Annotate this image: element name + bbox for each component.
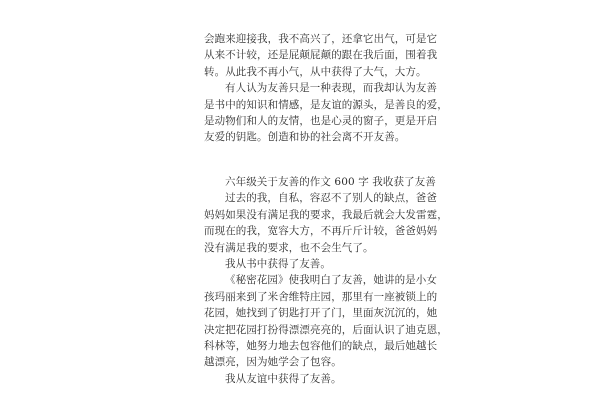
text-line: 六年级关于友善的作文 600 字 我收获了友善	[225, 176, 436, 188]
text-line: 决定把花园打扮得漂漂亮亮的，后面认识了迪克恩，	[204, 323, 448, 336]
text-line: 我从友谊中获得了友善。	[225, 372, 342, 385]
text-line: 从来不计较，还是屁颠屁颠的跟在我后面，围着我	[204, 49, 438, 62]
text-line: 孩玛丽来到了米舍维特庄园，那里有一座被锁上的	[204, 290, 438, 303]
text-line: 过去的我，自私，容忍不了别人的缺点，爸爸	[225, 192, 437, 205]
paragraph-friendliness-meaning	[204, 80, 448, 146]
paragraph-from-friendship	[204, 371, 400, 387]
text-line: 《秘密花园》使我明白了友善，她讲的是小女	[225, 274, 437, 287]
paragraph-past-self	[204, 190, 448, 256]
essay-title	[204, 174, 436, 190]
paragraph-from-books	[204, 256, 400, 272]
text-line: 是书中的知识和情感，是友谊的源头，是善良的爱，	[204, 98, 448, 111]
text-line: 而现在的我，宽容大方，不再斤斤计较，爸爸妈妈	[204, 225, 438, 238]
paragraph-secret-garden	[204, 272, 448, 370]
text-line: 妈妈如果没有满足我的要求，我最后就会大发雷霆，	[204, 208, 448, 221]
text-line: 没有满足我的要求，也不会生气了。	[204, 241, 374, 254]
text-line: 会跑来迎接我，我不高兴了，还拿它出气，可是它	[204, 33, 438, 45]
text-block-2	[204, 174, 448, 387]
paragraph-dog-story	[204, 31, 438, 80]
text-line: 越漂亮，因为她学会了包容。	[204, 356, 342, 369]
text-line: 我从书中获得了友善。	[225, 257, 331, 270]
text-line: 友爱的钥匙。创造和协的社会离不开友善。	[204, 131, 406, 144]
text-line: 有人认为友善只是一种表现，而我却认为友善	[225, 82, 437, 95]
text-line: 花园，她找到了钥匙打开了门，里面灰沉沉的，她	[204, 307, 438, 320]
text-line: 科林等，她努力地去包容他们的缺点，最后她越长	[204, 339, 438, 352]
text-line: 是动物们和人的友情，也是心灵的窗子，更是开启	[204, 114, 438, 127]
text-block-1	[204, 31, 448, 146]
text-line: 转。从此我不再小气，从中获得了大气，大方。	[204, 65, 427, 78]
